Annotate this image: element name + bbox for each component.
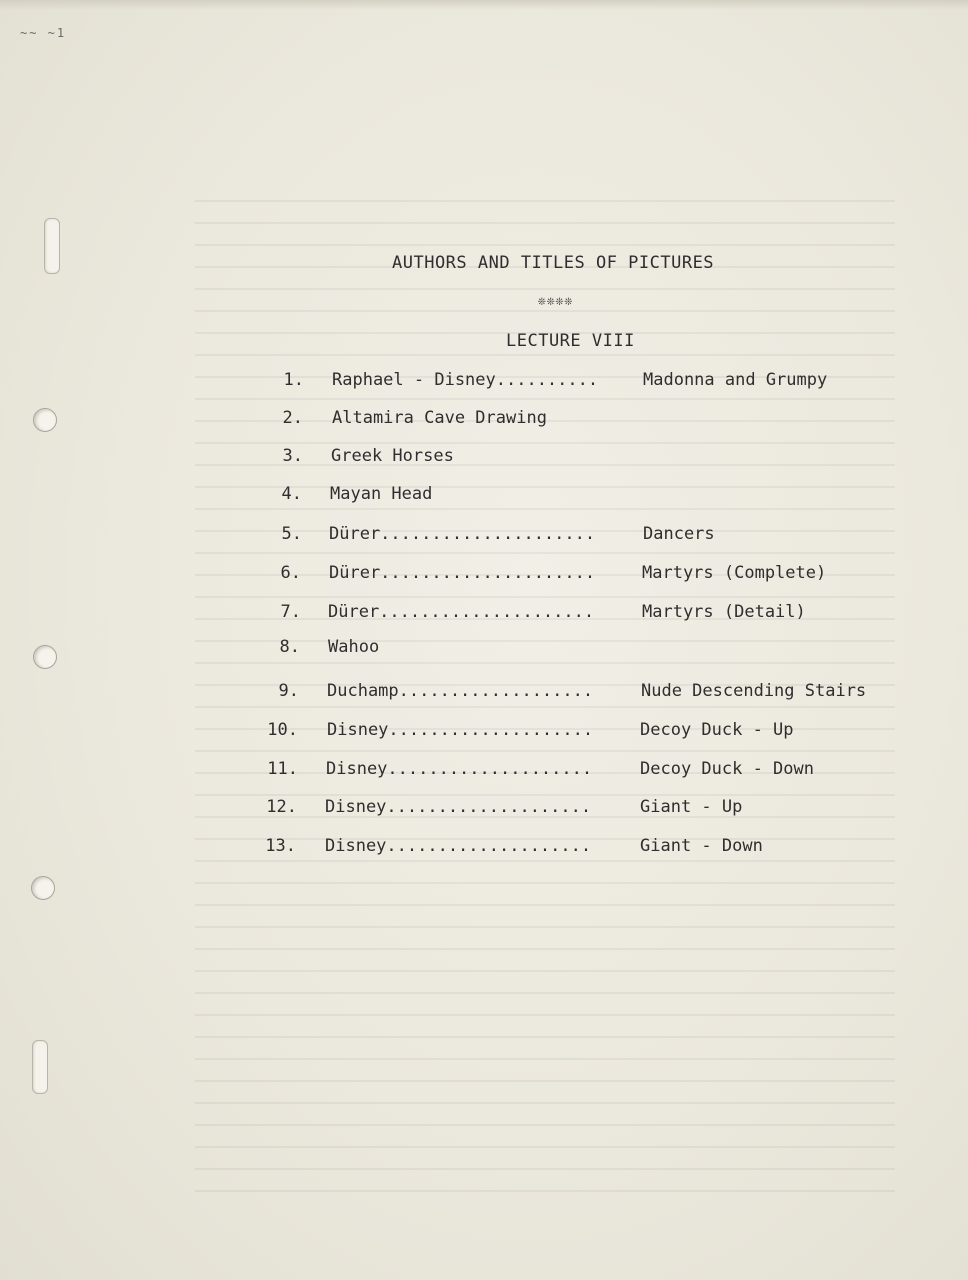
page-title: AUTHORS AND TITLES OF PICTURES [392,253,715,273]
corner-pencil-mark: ~~ ~1 [20,26,67,40]
list-item [0,524,968,554]
item-author: Altamira Cave Drawing [332,408,547,428]
item-number: 7. [280,602,301,622]
list-item [0,446,968,476]
item-author: Disney.................... [325,836,592,856]
item-title: Martyrs (Complete) [642,563,827,583]
page-top-edge [0,0,968,10]
item-author: Raphael - Disney.......... [332,370,599,390]
item-number: 11. [267,759,298,779]
item-author: Dürer..................... [328,602,595,622]
item-author: Dürer..................... [329,524,596,544]
item-author: Disney.................... [325,797,592,817]
item-title: Dancers [643,524,715,544]
binder-slot-bottom [32,1040,48,1094]
lecture-heading: LECTURE VIII [506,331,635,351]
list-item [0,370,968,400]
item-number: 6. [280,563,301,583]
item-title: Giant - Up [640,797,743,817]
ornament-divider: ❊❊❊❊ [538,294,574,309]
item-number: 4. [281,484,302,504]
list-item [0,408,968,438]
item-author: Greek Horses [331,446,454,466]
list-item [0,720,968,750]
item-number: 9. [278,681,299,701]
item-title: Martyrs (Detail) [642,602,806,622]
item-author: Mayan Head [330,484,433,504]
list-item [0,797,968,827]
item-title: Nude Descending Stairs [641,681,867,701]
item-author: Wahoo [328,637,380,657]
list-item [0,836,968,866]
item-title: Decoy Duck - Down [640,759,814,779]
list-item [0,681,968,711]
item-title: Decoy Duck - Up [640,720,794,740]
item-number: 13. [265,836,296,856]
list-item [0,563,968,593]
item-title: Giant - Down [640,836,763,856]
item-number: 8. [279,637,300,657]
item-author: Dürer..................... [329,563,596,583]
list-item [0,484,968,514]
item-number: 1. [283,370,304,390]
item-title: Madonna and Grumpy [643,370,828,390]
binder-slot-top [44,218,60,274]
item-number: 2. [282,408,303,428]
item-number: 10. [267,720,298,740]
item-number: 5. [281,524,302,544]
list-item [0,602,968,632]
item-author: Disney.................... [326,759,593,779]
item-number: 12. [266,797,297,817]
binder-hole-3 [31,876,55,900]
list-item [0,637,968,667]
item-author: Duchamp................... [327,681,594,701]
list-item [0,759,968,789]
item-number: 3. [282,446,303,466]
item-author: Disney.................... [327,720,594,740]
